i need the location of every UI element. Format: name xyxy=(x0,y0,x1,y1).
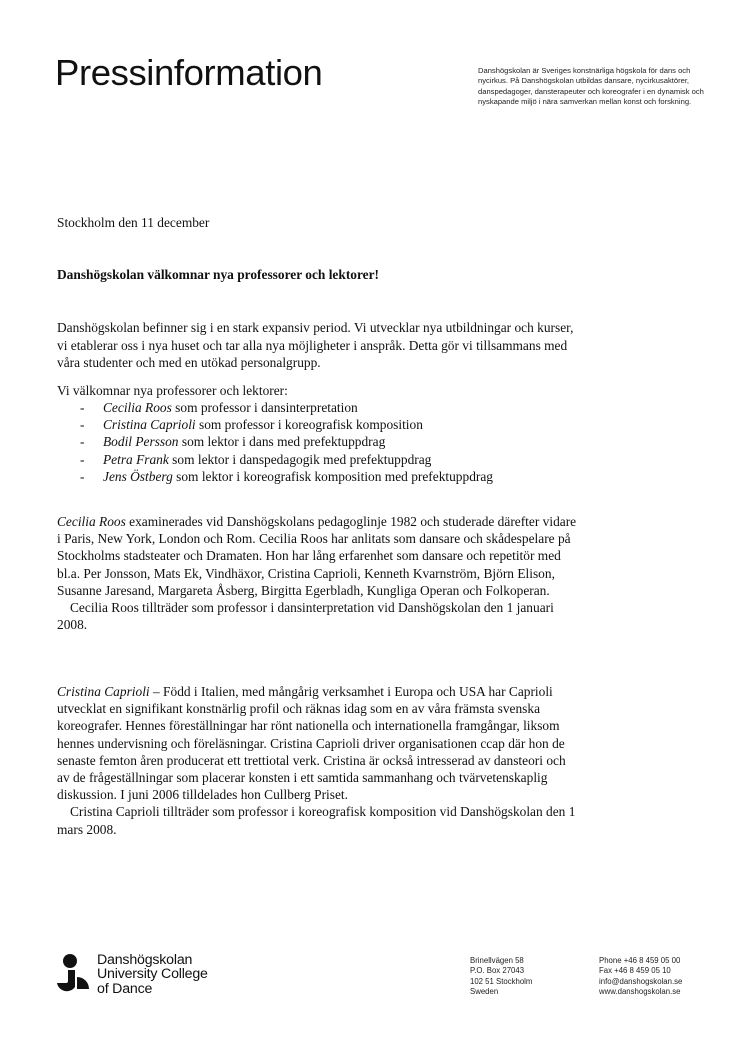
contact-fax: Fax +46 8 459 05 10 xyxy=(599,966,671,976)
list-dash: - xyxy=(80,417,85,433)
list-dash: - xyxy=(80,451,85,467)
caprioli-section xyxy=(57,683,577,838)
list-intro: Vi välkomnar nya professorer och lektorer: xyxy=(57,383,288,398)
roos-name: Cecilia Roos xyxy=(57,514,126,529)
footer-address xyxy=(470,956,532,998)
list-item-name: Cristina Caprioli xyxy=(103,417,196,433)
list-item xyxy=(57,399,577,416)
list-dash: - xyxy=(80,468,85,484)
list-item-name: Cecilia Roos xyxy=(103,400,172,415)
list-item-role: som lektor i danspedagogik med prefektuppdrag xyxy=(168,451,432,467)
caprioli-text: – Född i Italien, med mångårig verksamhet i Europa och USA har Caprioli utvecklat en signifikant konstnärlig profil och räknas idag som en av våra främsta svenska koreografer. Hennes föreställningar har rönt nationella och internationella framgångar, liksom hennes undervisning och föreläsningar. Cristina Caprioli driver organisationen ccap där hon de senaste femton åren producerat ett trettiotal verk. Cristina är också intresserad av dansteori och av de frågeställningar som placerar konsten i ett samtida sammanhang och tvärvetenskaplig diskussion. I juni 2006 tilldelades hon Cullberg Priset. xyxy=(57,684,566,803)
list-item xyxy=(57,451,577,468)
danshogskolan-logo-icon xyxy=(55,953,91,997)
header-blurb: Danshögskolan är Sveriges konstnärliga högskola för dans och nycirkus. På Danshögskolan utbildas dansare, nycirkusaktörer, danspedagoger, dansterapeuter och koreografer i en dynamisk och nyskapande miljö i nära samverkan mellan konst och forskning. xyxy=(478,66,704,106)
list-item-role: som professor i koreografisk komposition xyxy=(195,417,423,433)
roos-paragraph xyxy=(57,513,577,599)
list-item-role: som lektor i koreografisk komposition med prefektuppdrag xyxy=(172,468,493,484)
list-item-role: som lektor i dans med prefektuppdrag xyxy=(178,434,386,450)
footer-org-name-line: Danshögskolan xyxy=(97,952,193,968)
appointments-list xyxy=(57,399,577,485)
letter-date: Stockholm den 11 december xyxy=(57,215,210,230)
letter-headline: Danshögskolan välkomnar nya professorer och lektorer! xyxy=(57,267,380,282)
list-item xyxy=(57,433,577,450)
list-item-name: Jens Östberg xyxy=(103,468,173,484)
contact-email: info@danshogskolan.se xyxy=(599,976,683,986)
list-item xyxy=(57,416,577,433)
list-item-name: Bodil Persson xyxy=(103,434,179,450)
footer-org-name-line: of Dance xyxy=(97,980,153,997)
list-item-role: som professor i dansinterpretation xyxy=(171,400,358,415)
caprioli-followup: Cristina Caprioli tillträder som professor i koreografisk komposition vid Danshögskolan den 1 mars 2008. xyxy=(57,804,576,837)
list-item xyxy=(57,468,577,485)
list-item-name: Petra Frank xyxy=(103,451,169,467)
address-line: Sweden xyxy=(470,987,499,997)
caprioli-paragraph xyxy=(57,683,577,803)
list-dash: - xyxy=(80,434,85,450)
roos-section xyxy=(57,513,577,633)
list-dash: - xyxy=(80,400,85,415)
footer-org-name xyxy=(97,953,208,996)
address-line: 102 51 Stockholm xyxy=(470,976,533,986)
roos-text: examinerades vid Danshögskolans pedagoglinje 1982 och studerade därefter vidare i Paris, New York, London och Rom. Cecilia Roos har anlitats som dansare och skådespelare på Stockholms stadsteater och Dramaten. Hon har lång erfarenhet som dansare och repetitör med bl.a. Per Jonsson, Mats Ek, Vindhäxor, Cristina Caprioli, Kenneth Kvarnström, Björn Elison, Susanne Jaresand, Margareta Åsberg, Birgitta Egerbladh, Kungliga Operan och Folkoperan. xyxy=(57,514,577,598)
roos-followup: Cecilia Roos tillträder som professor i dansinterpretation vid Danshögskolan den 1 januari 2008. xyxy=(57,600,554,633)
footer-org-name-line: University College xyxy=(97,966,208,983)
caprioli-name: Cristina Caprioli xyxy=(57,684,150,699)
contact-phone: Phone +46 8 459 05 00 xyxy=(599,956,681,965)
address-line: P.O. Box 27043 xyxy=(470,966,525,976)
page-title: Pressinformation xyxy=(55,52,323,93)
contact-website: www.danshogskolan.se xyxy=(599,987,681,997)
address-line: Brinellvägen 58 xyxy=(470,956,524,965)
intro-paragraph: Danshögskolan befinner sig i en stark expansiv period. Vi utvecklar nya utbildningar och kurser, vi etablerar oss i nya huset och tar alla nya möjligheter i anspråk. Detta gör vi tillsammans med våra studenter och med en utökad personalgrupp. xyxy=(57,320,574,370)
footer-contact xyxy=(599,956,682,998)
